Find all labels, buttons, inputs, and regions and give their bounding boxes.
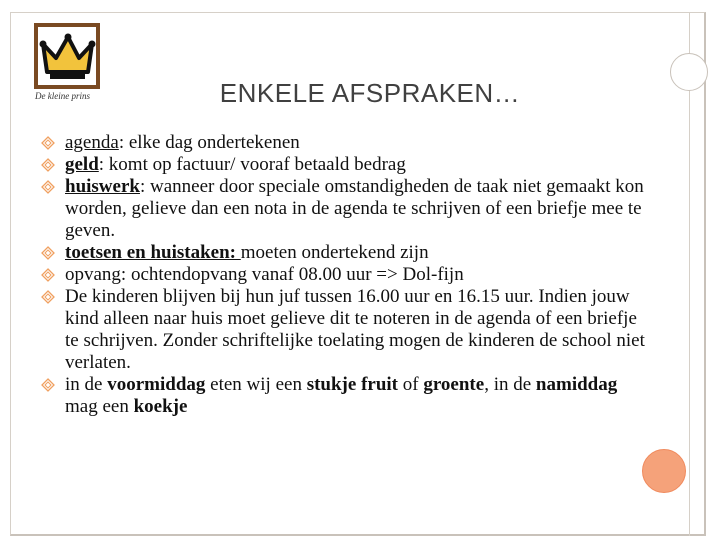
diamond-bullet-icon: [41, 378, 55, 392]
diamond-bullet-icon: [41, 246, 55, 260]
item-text: opvang: ochtendopvang vanaf 08.00 uur => Dol-fijn: [65, 264, 464, 285]
item-bold: stukje fruit: [306, 374, 399, 395]
list-item-huiswerk: [40, 176, 652, 242]
list-item-agenda: [40, 132, 652, 154]
item-text: in de: [65, 374, 108, 395]
item-term: huiswerk: [65, 176, 140, 197]
item-text: eten wij een: [205, 374, 307, 395]
item-bold: groente: [423, 374, 485, 395]
list-item-toetsen: [40, 242, 652, 264]
diamond-bullet-icon: [41, 290, 55, 304]
item-term: toetsen en huistaken:: [65, 242, 241, 263]
decor-circle-top: [670, 53, 708, 91]
logo-text: De kleine prins: [35, 91, 90, 101]
item-term: geld: [65, 154, 99, 175]
list-item-geld: [40, 154, 652, 176]
item-text: : elke dag ondertekenen: [118, 132, 300, 153]
item-text: : wanneer door speciale omstandigheden de taak niet gemaakt kon worden, gelieve dan een nota in de agenda te schrijven of een briefje mee te geven.: [65, 176, 644, 241]
item-term: agenda: [65, 132, 119, 153]
diamond-bullet-icon: [41, 136, 55, 150]
school-logo: [33, 22, 107, 104]
list-item-ophalen: [40, 286, 652, 374]
item-text: , in de: [484, 374, 536, 395]
item-bold: voormiddag: [107, 374, 206, 395]
item-text: moeten ondertekend zijn: [240, 242, 429, 263]
diamond-bullet-icon: [41, 268, 55, 282]
decor-circle-bottom: [642, 449, 686, 493]
slide-title: ENKELE AFSPRAKEN…: [219, 78, 521, 108]
item-text: of: [398, 374, 424, 395]
diamond-bullet-icon: [41, 158, 55, 172]
list-item-fruit: [40, 374, 652, 418]
item-text: : komt op factuur/ vooraf betaald bedrag: [98, 154, 406, 175]
item-bold: namiddag: [535, 374, 618, 395]
item-text: mag een: [65, 396, 134, 417]
item-text: De kinderen blijven bij hun juf tussen 16.00 uur en 16.15 uur. Indien jouw kind alleen naar huis moet gelieve dit te noteren in de agenda of een briefje te schrijven. Zonder schriftelijke toelating mogen de kinderen de school niet verlaten.: [65, 286, 645, 373]
diamond-bullet-icon: [41, 180, 55, 194]
rules-list: [40, 132, 652, 418]
list-item-opvang: [40, 264, 652, 286]
item-bold: koekje: [133, 396, 188, 417]
